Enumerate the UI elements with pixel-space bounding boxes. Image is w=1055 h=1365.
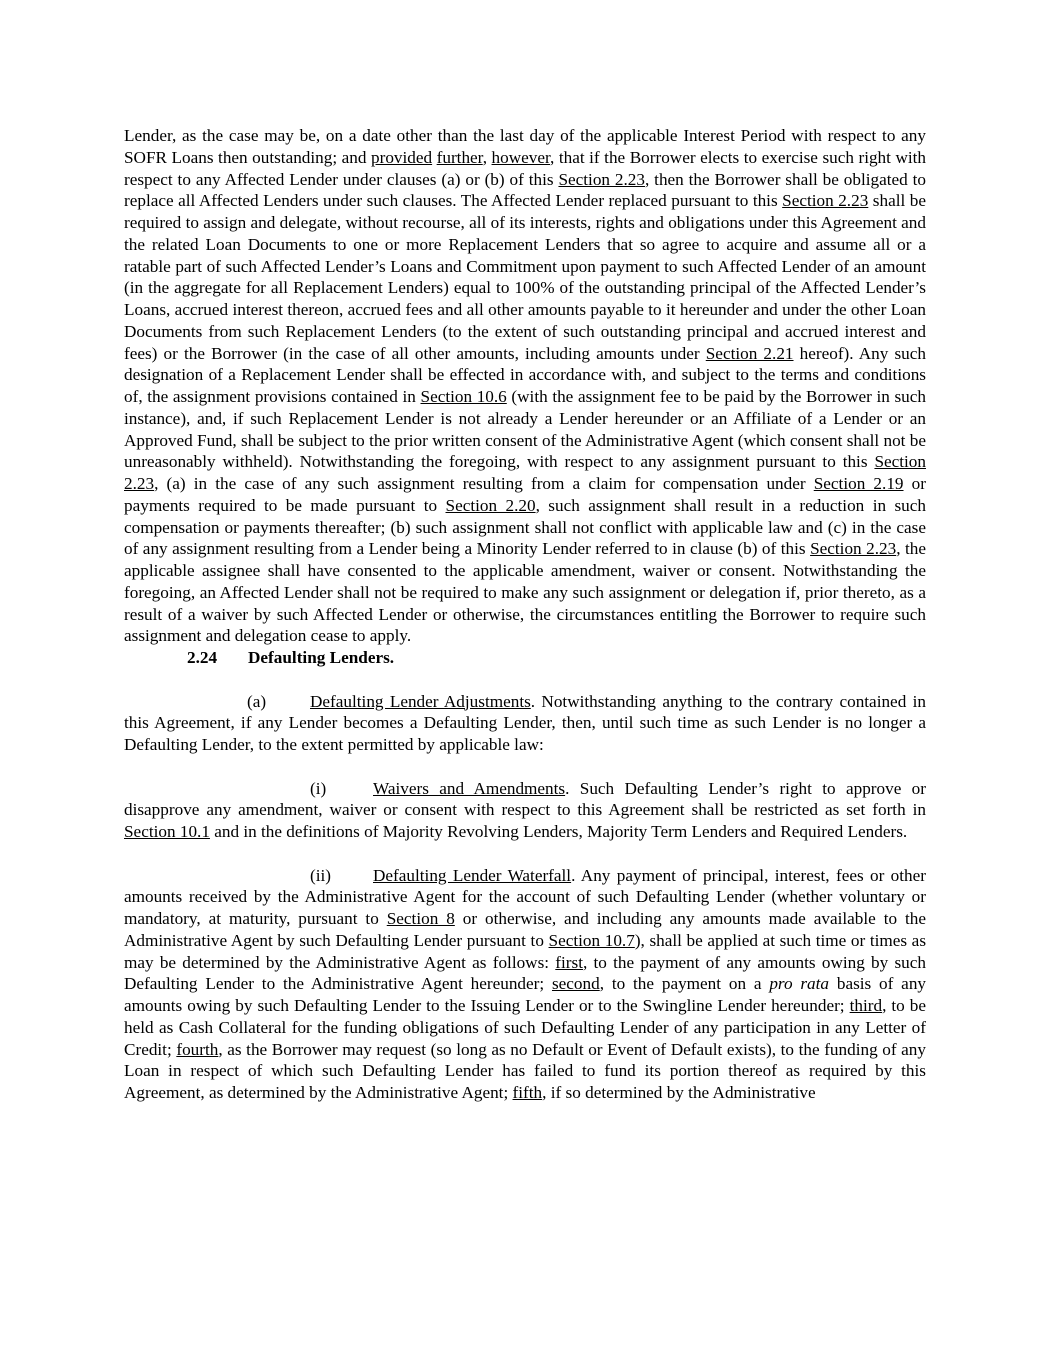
section-ref: Section 8 (386, 909, 455, 928)
term-fourth: fourth (176, 1039, 219, 1059)
section-ref: Section 2.23 (810, 539, 897, 559)
section-ref: Section 10.6 (420, 387, 507, 406)
term-however: however (491, 147, 551, 167)
term-provided: provided (371, 147, 433, 167)
paragraph-a: (a) Defaulting Lender Adjustments. Notwithstanding anything to the contrary contained in this Agreement, if any Lender becomes a Defaulting Lender, then, until such time as such Lender is no longer a Defaulting Lender, to the extent permitted by applicable law: (124, 691, 926, 754)
section-ref: Section 2.23 (782, 191, 869, 211)
term-first: first (555, 952, 583, 972)
section-ref: Section 10.1 (124, 822, 210, 841)
section-heading (124, 647, 926, 669)
clause-caption: Defaulting Lender Waterfall (373, 865, 572, 885)
term-second: second (551, 974, 600, 994)
term-fifth: fifth (512, 1083, 543, 1102)
section-title: Defaulting Lenders. (248, 648, 395, 667)
clause-label: (i) (310, 778, 327, 798)
paragraph-ii: (ii) Defaulting Lender Waterfall. Any payment of principal, interest, fees or other amounts received by the Administrative Agent for the account of such Defaulting Lender (whether voluntary or mandatory, at maturity, pursuant to Section 8 or otherwise, and including any amounts made available to the Administrative Agent by such Defaulting Lender pursuant to Section 10.7), shall be applied at such time or times as may be determined by the Administrative Agent as follows: first, to the payment of any amounts owing by such Defaulting Lender to the Administrative Agent hereunder; second, to the payment on a pro rata basis of any amounts owing by such Defaulting Lender to the Issuing Lender or to the Swingline Lender hereunder; third, to be held as Cash Collateral for the funding obligations of such Defaulting Lender of any participation in any Letter of Credit; fourth, as the Borrower may request (so long as no Default or Event of Default exists), to the funding of any Loan in respect of which such Defaulting Lender has failed to fund its portion thereof as required by this Agreement, as determined by the Administrative Agent; fifth, if so determined by the Administrative (124, 865, 927, 1102)
section-ref: Section 10.7 (548, 930, 635, 950)
paragraph-replacement-lenders: Lender, as the case may be, on a date other than the last day of the applicable Interest Period with respect to any SOFR Loans then outstanding; and provided further, however, that if the Borrower elects to exercise such right with respect to any Affected Lender under clauses (a) or (b) of this Section 2.23, then the Borrower shall be obligated to replace all Affected Lenders under such clauses. The Affected Lender replaced pursuant to this Section 2.23 shall be required to assign and delegate, without recourse, all of its interests, rights and obligations under this Agreement and the related Loan Documents to one or more Replacement Lenders that so agree to acquire and assume all or a ratable part of such Affected Lender’s Loans and Commitment upon payment to such Affected Lender of an amount (in the aggregate for all Replacement Lenders) equal to 100% of the outstanding principal of the Affected Lender’s Loans, accrued interest thereon, accrued fees and all other amounts payable to it hereunder and under the other Loan Documents from such Replacement Lenders (to the extent of such outstanding principal and accrued interest and fees) or the Borrower (in the case of all other amounts, including amounts under Section 2.21 hereof). Any such designation of a Replacement Lender shall be effected in accordance with, and subject to the terms and conditions of, the assignment provisions contained in Section 10.6 (with the assignment fee to be paid by the Borrower in such instance), and, if such Replacement Lender is not already a Lender hereunder or an Affiliate of a Lender or an Approved Fund, shall be subject to the prior written consent of the Administrative Agent (which consent shall not be unreasonably withheld). Notwithstanding the foregoing, with respect to any assignment pursuant to this Section 2.23, (a) in the case of any such assignment resulting from a claim for compensation under Section 2.19 or payments required to be made pursuant to Section 2.20, such assignment shall result in a reduction in such compensation or payments thereafter; (b) such assignment shall not conflict with applicable law and (c) in the case of any assignment resulting from a Lender being a Minority Lender referred to in clause (b) of this Section 2.23, the applicable assignee shall have consented to the applicable amendment, waiver or consent. Notwithstanding the foregoing, an Affected Lender shall not be required to make any such assignment or delegation if, prior thereto, as a result of a waiver by such Affected Lender or otherwise, the circumstances entitling the Borrower to require such assignment and delegation cease to apply. (124, 126, 927, 646)
term-third: third (849, 996, 883, 1015)
term-pro-rata: pro rata (769, 974, 830, 994)
document-page (124, 125, 926, 1104)
section-ref: Section 2.19 (813, 474, 904, 493)
term-further: further (436, 147, 483, 167)
clause-caption: Waivers and Amendments (373, 778, 566, 798)
paragraph-i: (i) Waivers and Amendments. Such Defaulting Lender’s right to approve or disapprove any amendment, waiver or consent with respect to this Agreement shall be restricted as set forth in Section 10.1 and in the definitions of Majority Revolving Lenders, Majority Term Lenders and Required Lenders. (124, 778, 926, 841)
section-ref: Section 2.23 (124, 452, 926, 493)
section-ref: Section 2.20 (445, 495, 536, 515)
clause-caption: Defaulting Lender Adjustments (310, 691, 531, 711)
section-ref: Section 2.21 (705, 343, 794, 363)
clause-label: (a) (247, 691, 267, 711)
section-number: 2.24 (187, 648, 218, 667)
clause-label: (ii) (310, 865, 331, 885)
section-ref: Section 2.23 (558, 169, 645, 189)
